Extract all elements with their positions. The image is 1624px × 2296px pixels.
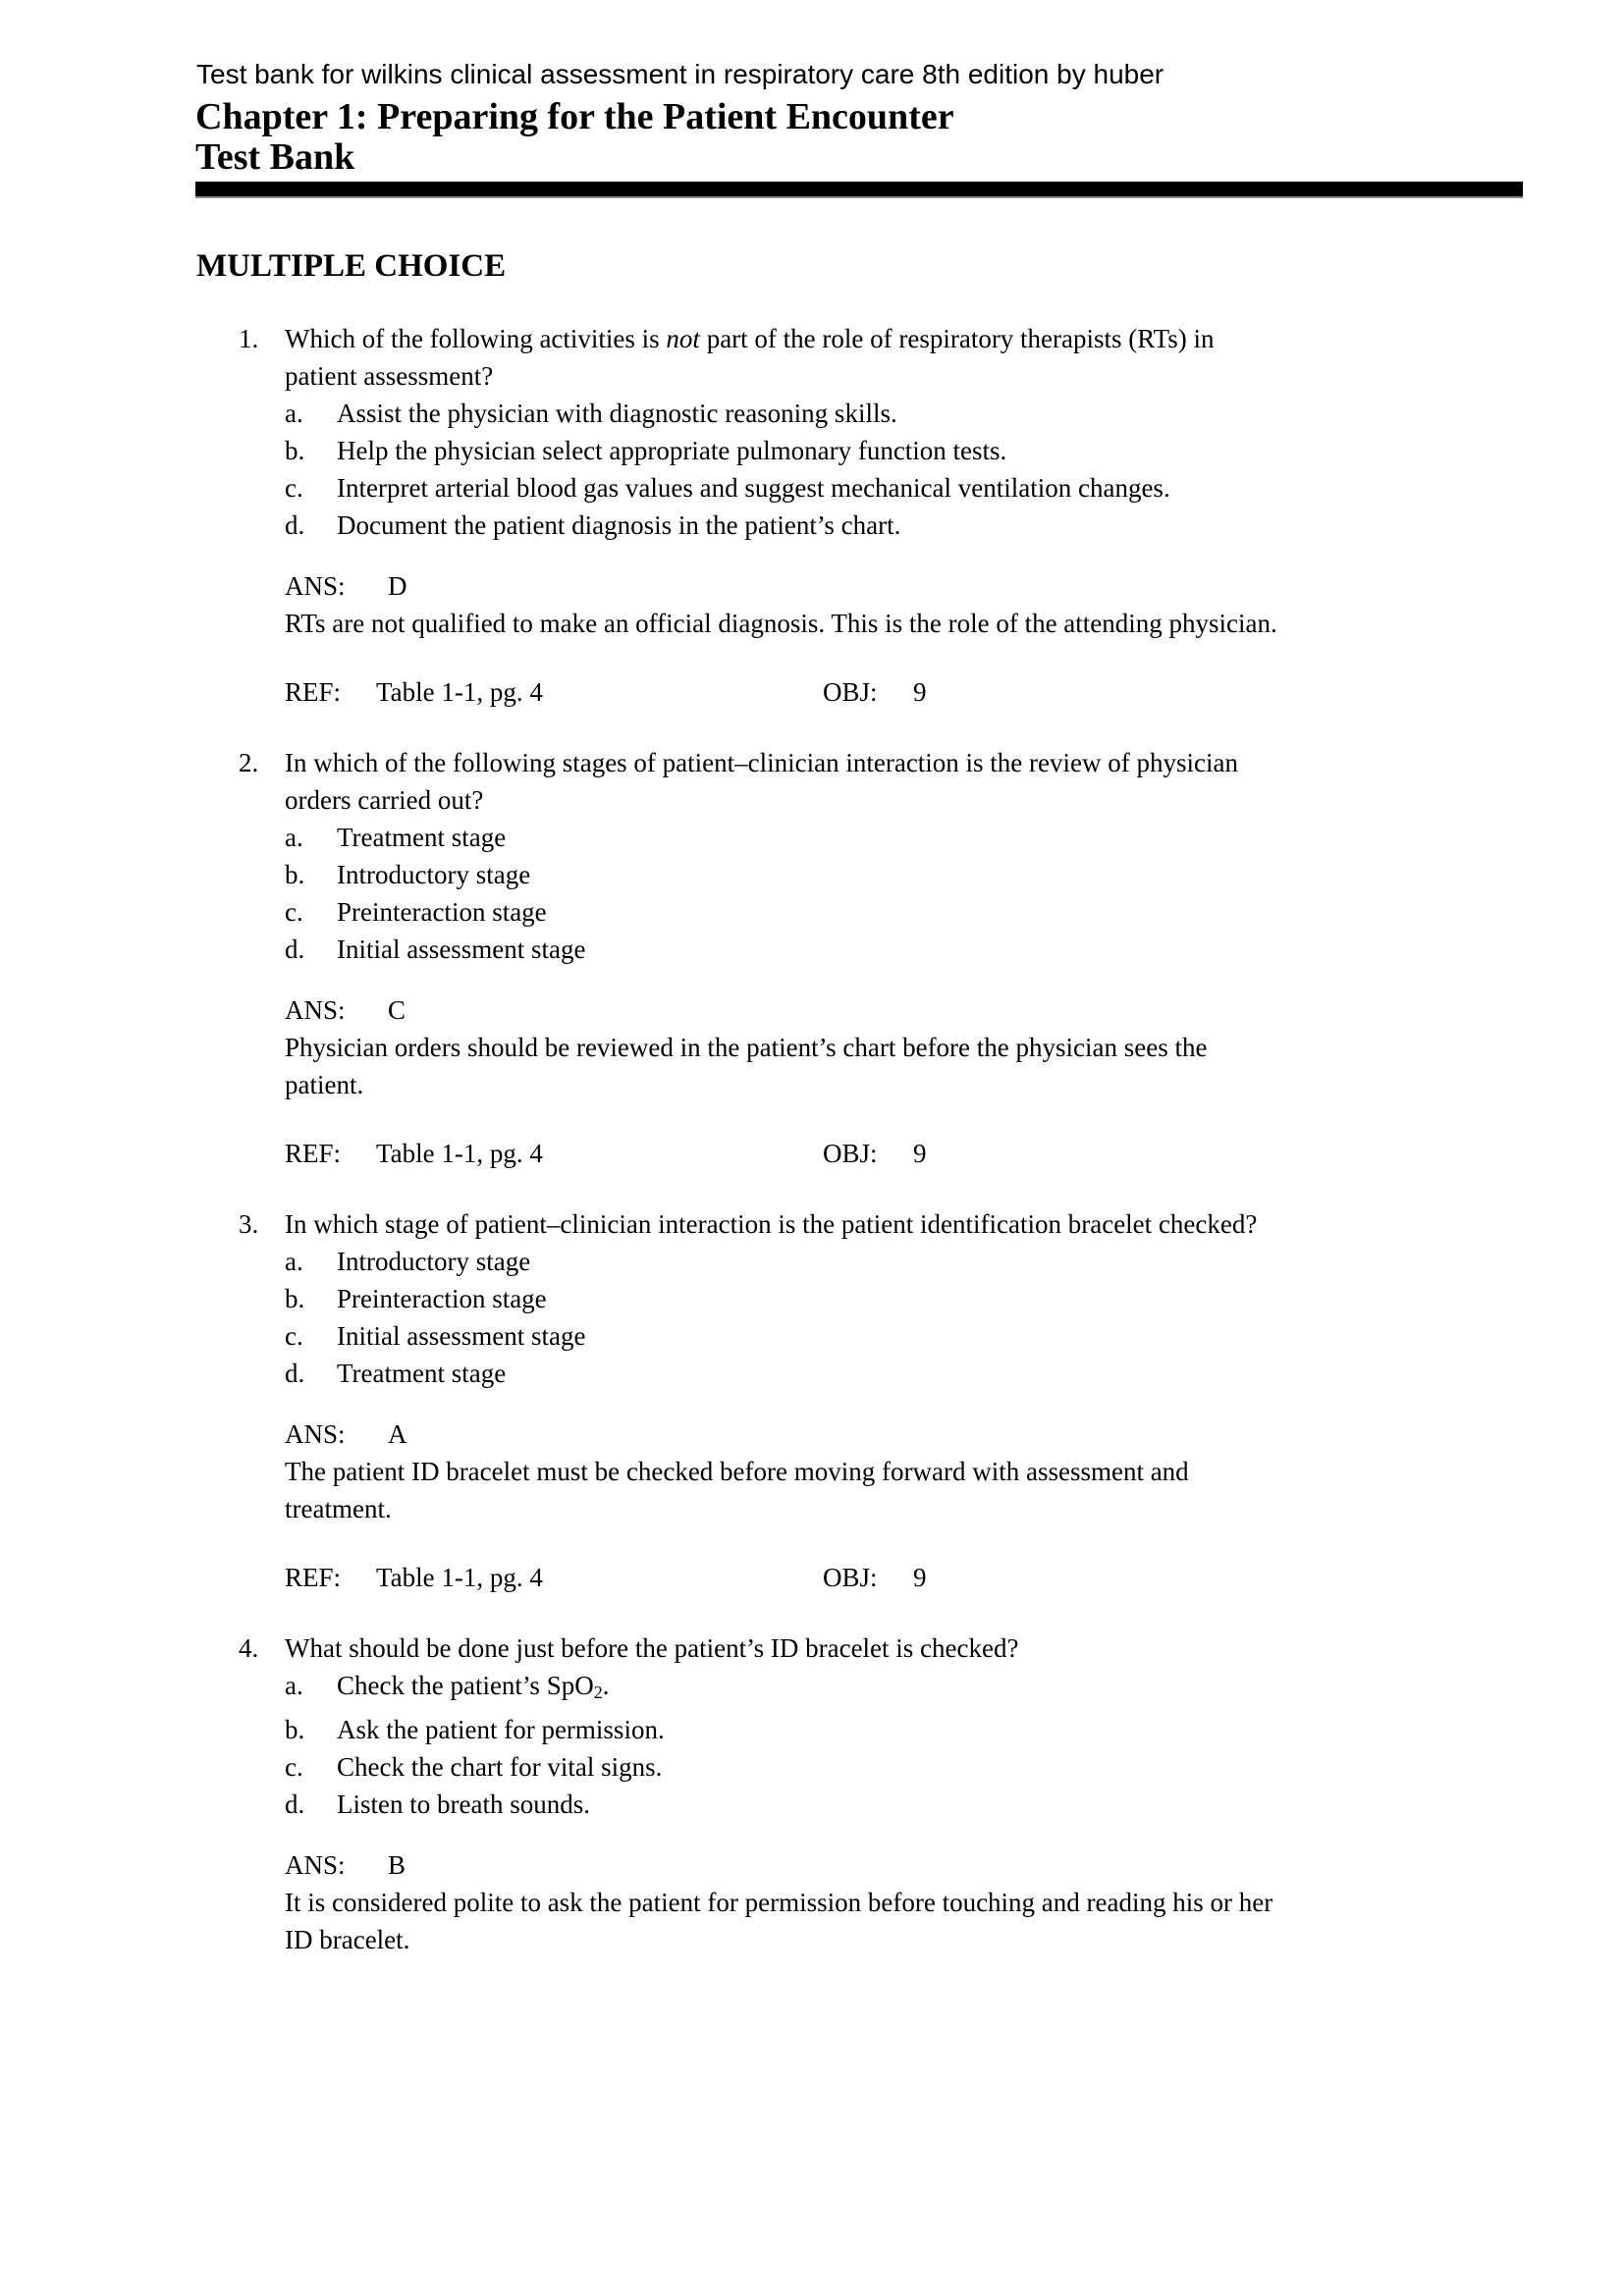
question-4 (0, 1629, 1624, 1958)
title-divider-bar (195, 182, 1523, 198)
option-text: Introductory stage (337, 860, 531, 889)
option-text: Initial assessment stage (337, 1321, 586, 1351)
option-row (0, 1280, 1624, 1317)
option-letter: c. (285, 1752, 303, 1782)
option-row (0, 507, 1624, 544)
option-text: Help the physician select appropriate pulmonary function tests. (337, 436, 1007, 465)
option-text: Interpret arterial blood gas values and suggest mechanical ventilation changes. (337, 473, 1170, 503)
option-letter: b. (285, 860, 305, 889)
answer-block (0, 1846, 1624, 1958)
ref-label: REF: (285, 677, 342, 707)
option-row (0, 1243, 1624, 1280)
rationale-line: RTs are not qualified to make an official diagnosis. This is the role of the attending physician. (285, 609, 1277, 638)
question-stem (0, 1205, 1624, 1243)
option-row (0, 1711, 1624, 1748)
option-text: Preinteraction stage (337, 1284, 547, 1313)
stem-italic-word: not (666, 324, 700, 353)
stem-line: In which of the following stages of patient–clinician interaction is the review of physician (285, 748, 1238, 777)
answer-value: D (388, 571, 407, 601)
answer-block (0, 1415, 1624, 1527)
option-text: Treatment stage (337, 1359, 507, 1388)
option-letter: a. (285, 1671, 303, 1700)
option-text: Introductory stage (337, 1247, 531, 1276)
ref-value: Table 1-1, pg. 4 (376, 1139, 543, 1168)
question-number: 2. (239, 748, 259, 777)
rationale-line: Physician orders should be reviewed in the patient’s chart before the physician sees the (285, 1033, 1208, 1062)
ref-value: Table 1-1, pg. 4 (376, 1563, 543, 1592)
rationale-line: ID bracelet. (285, 1925, 410, 1954)
option-row (0, 893, 1624, 931)
question-number: 3. (239, 1209, 259, 1239)
option-row (0, 1748, 1624, 1786)
answer-value: B (388, 1850, 406, 1880)
option-text: Ask the patient for permission. (337, 1715, 665, 1744)
option-row (0, 1786, 1624, 1823)
answer-line (285, 567, 1624, 605)
question-1 (0, 320, 1624, 711)
option-row (0, 1355, 1624, 1392)
question-number: 4. (239, 1633, 259, 1663)
option-text-post: . (602, 1671, 610, 1700)
option-text: Preinteraction stage (337, 897, 547, 927)
question-stem (0, 1629, 1624, 1667)
answer-label: ANS: (285, 1850, 346, 1880)
obj-value: 9 (913, 1563, 927, 1592)
option-letter: b. (285, 1715, 305, 1744)
option-row (0, 432, 1624, 469)
option-letter: a. (285, 823, 303, 852)
obj-group (823, 673, 927, 711)
option-row (0, 1317, 1624, 1355)
option-text: Initial assessment stage (337, 934, 586, 964)
option-letter: c. (285, 1321, 303, 1351)
stem-text: Which of the following activities is (285, 324, 667, 353)
answer-block (0, 991, 1624, 1103)
book-header-line: Test bank for wilkins clinical assessment in respiratory care 8th edition by huber (196, 59, 1164, 89)
obj-group (823, 1135, 927, 1172)
question-stem (0, 320, 1624, 395)
ref-line (0, 1559, 1624, 1596)
ref-line (0, 673, 1624, 711)
answer-value: A (388, 1419, 407, 1449)
stem-line (285, 320, 1624, 357)
answer-label: ANS: (285, 571, 346, 601)
option-row (0, 931, 1624, 968)
rationale-line: treatment. (285, 1494, 392, 1523)
option-text: Treatment stage (337, 823, 507, 852)
option-letter: a. (285, 399, 303, 428)
ref-value: Table 1-1, pg. 4 (376, 677, 543, 707)
stem-line: orders carried out? (285, 785, 484, 815)
question-3 (0, 1205, 1624, 1596)
answer-value: C (388, 995, 406, 1025)
option-text: Assist the physician with diagnostic reasoning skills. (337, 399, 897, 428)
ref-label: REF: (285, 1139, 342, 1168)
answer-block (0, 567, 1624, 642)
option-letter: b. (285, 436, 305, 465)
obj-value: 9 (913, 1139, 927, 1168)
question-2 (0, 744, 1624, 1172)
answer-label: ANS: (285, 995, 346, 1025)
ref-label: REF: (285, 1563, 342, 1592)
obj-value: 9 (913, 677, 927, 707)
chapter-title: Chapter 1: Preparing for the Patient Encounter (195, 96, 954, 137)
obj-group (823, 1559, 927, 1596)
option-row (0, 819, 1624, 856)
question-number: 1. (239, 324, 259, 353)
rationale-line: It is considered polite to ask the patient for permission before touching and reading his or her (285, 1888, 1273, 1917)
option-text: Check the chart for vital signs. (337, 1752, 663, 1782)
option-letter: a. (285, 1247, 303, 1276)
rationale-line: The patient ID bracelet must be checked before moving forward with assessment and (285, 1457, 1189, 1486)
option-letter: d. (285, 934, 305, 964)
answer-label: ANS: (285, 1419, 346, 1449)
option-letter: b. (285, 1284, 305, 1313)
stem-line: patient assessment? (285, 361, 494, 391)
rationale-line: patient. (285, 1070, 364, 1099)
option-text: Listen to breath sounds. (337, 1789, 590, 1819)
test-bank-subtitle: Test Bank (195, 136, 355, 178)
option-letter: c. (285, 473, 303, 503)
obj-label: OBJ: (823, 1139, 878, 1168)
option-row (0, 856, 1624, 893)
stem-line: What should be done just before the patient’s ID bracelet is checked? (285, 1633, 1019, 1663)
stem-line: In which stage of patient–clinician interaction is the patient identification bracelet checked? (285, 1209, 1258, 1239)
option-text (337, 1671, 609, 1700)
option-letter: d. (285, 510, 305, 540)
option-row (0, 469, 1624, 507)
answer-line (285, 991, 1624, 1029)
option-row (0, 1667, 1624, 1711)
option-letter: d. (285, 1789, 305, 1819)
option-letter: c. (285, 897, 303, 927)
question-stem (0, 744, 1624, 819)
obj-label: OBJ: (823, 1563, 878, 1592)
answer-line (285, 1415, 1624, 1453)
stem-text: part of the role of respiratory therapists (RTs) in (699, 324, 1215, 353)
ref-line (0, 1135, 1624, 1172)
answer-line (285, 1846, 1624, 1884)
option-row (0, 395, 1624, 432)
option-text-pre: Check the patient’s SpO (337, 1671, 594, 1700)
option-text: Document the patient diagnosis in the patient’s chart. (337, 510, 901, 540)
subscript-2: 2 (593, 1682, 603, 1702)
section-heading: MULTIPLE CHOICE (196, 248, 507, 284)
obj-label: OBJ: (823, 677, 878, 707)
option-letter: d. (285, 1359, 305, 1388)
